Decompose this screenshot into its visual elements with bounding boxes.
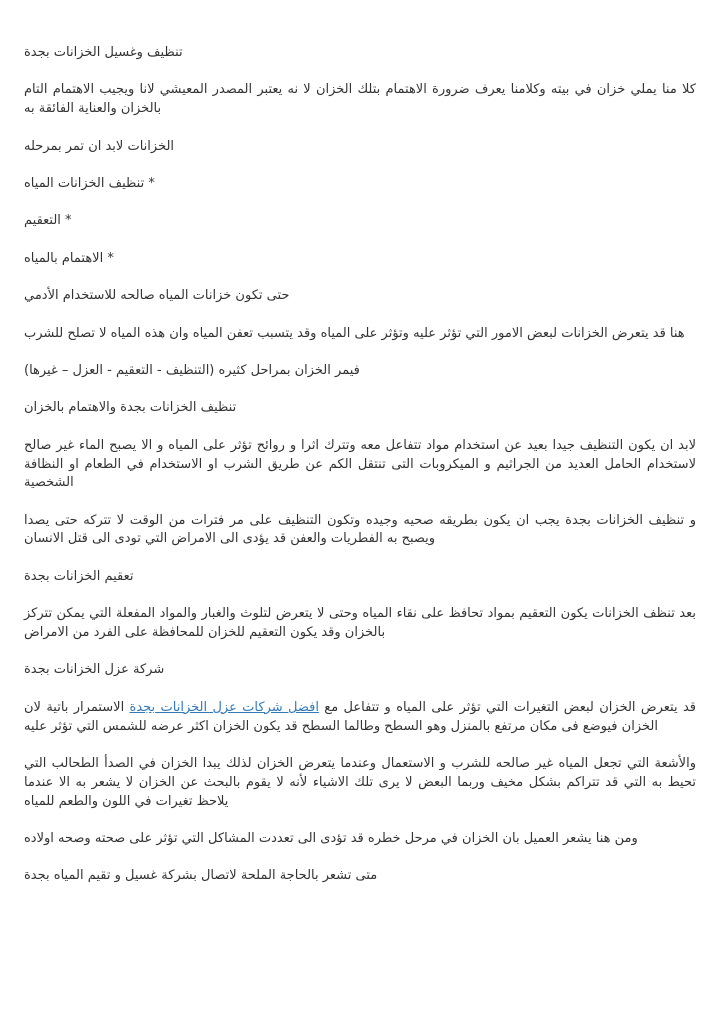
paragraph-sterilization: بعد تنظف الخزانات يكون التعقيم بمواد تحافظ على نقاء المياه وحتى لا يتعرض لتلوث والغبار والمواد المفعلة التي يمكن تتركز بالخزان وقد يكون التعقيم للخزان للمحافظة على الفرد من الامراض (24, 606, 696, 641)
paragraph-danger: ومن هنا يشعر العميل بان الخزان في مرحل خطره قد تؤدى الى تعددت المشاكل التي تؤثر على صحته وصحه اولاده (24, 831, 638, 847)
list-item-cleaning: * تنظيف الخزانات المياه (24, 175, 155, 191)
paragraph-insulation-text-before: قد يتعرض الخزان لبعض التغيرات التي تؤثر على المياه و تتفاعل مع (318, 699, 696, 715)
list-item-water-care: * الاهتمام بالمياه (24, 250, 114, 266)
heading-insulation-company: شركة عزل الخزانات بجدة (24, 662, 165, 678)
paragraph-tank-exposure: هنا قد يتعرض الخزانات لبعض الامور التي تؤثر عليه وتؤثر على المياه وقد يتسبب تعفن المياه وان هذه المياه لا تصلح للشرب (24, 325, 685, 341)
intro-paragraph: كلا منا يملي خزان في بيته وكلامنا يعرف ضرورة الاهتمام بتلك الخزان لا نه يعتبر المصدر المعيشي لانا ويجيب الاهتمام التام بالخزان والعناية الفائقة به (24, 82, 696, 117)
paragraph-insulation (24, 699, 696, 737)
paragraph-stages: فيمر الخزان بمراحل كثيره (التنظيف - التعقيم - العزل – غيرها) (24, 362, 360, 378)
paragraph-human-use: حتى تكون خزانات المياه صالحه للاستخدام الأدمي (24, 288, 290, 304)
paragraph-rays: والأشعة التي تجعل المياه غير صالحه للشرب و الاستعمال وعندما يتعرض الخزان لذلك يبدا الخزان في الصدأ الطحالب التي تحيط به التي قد تتراكم بشكل مخيف وربما البعض لا يرى تلك الاشياء لأنه لا يقوم بالبحث عن الخزان لا يشعر به الا عندما يلاحظ تغيرات في اللون والطعم للمياه (24, 756, 696, 809)
paragraph-healthy-cleaning: و تنظيف الخزانات بجدة يجب ان يكون بطريقه صحيه وجيده وتكون التنظيف على مر فترات من الوقت لا تتركه حتى يصدا ويصبح به الفطريات والعفن قد يؤدى الى الامراض التي تودى الى قتل الانسان (24, 512, 696, 547)
heading-sterilization: تعقيم الخزانات بجدة (24, 568, 134, 584)
best-insulation-companies-link[interactable]: افضل شركات عزل الخزانات بجدة (129, 699, 319, 715)
stages-intro: الخزانات لابد ان تمر بمرحله (24, 138, 175, 154)
paragraph-when-to-call: متى تشعر بالحاجة الملحة لاتصال بشركة غسيل و تقيم المياه بجدة (24, 868, 378, 884)
paragraph-cleaning-method: لابد ان يكون التنظيف جيدا بعيد عن استخدام مواد تتفاعل معه وتترك اثرا و روائح تؤثر على المياه و الا يصبح الماء غير صالح لاستخدام الحامل العديد من الجراثيم و الميكروبات التى تنتقل الكم عن طريق الشرب او الاستخدام في الطعام او النظافة الشخصية (24, 437, 696, 491)
heading-tank-cleaning: تنظيف وغسيل الخزانات بجدة (24, 45, 183, 60)
heading-cleaning-care: تنظيف الخزانات بجدة والاهتمام بالخزان (24, 400, 237, 416)
paragraph-insulation-text-after: الاستمرار باتية لان الخزان فيوضع فى مكان مرتفع بالمنزل وهو السطح وطالما السطح قد يكون الخزان اكثر عرضه للشمس التي تؤثر عليه (24, 699, 658, 734)
list-item-sterilization: * التعقيم (24, 213, 72, 229)
